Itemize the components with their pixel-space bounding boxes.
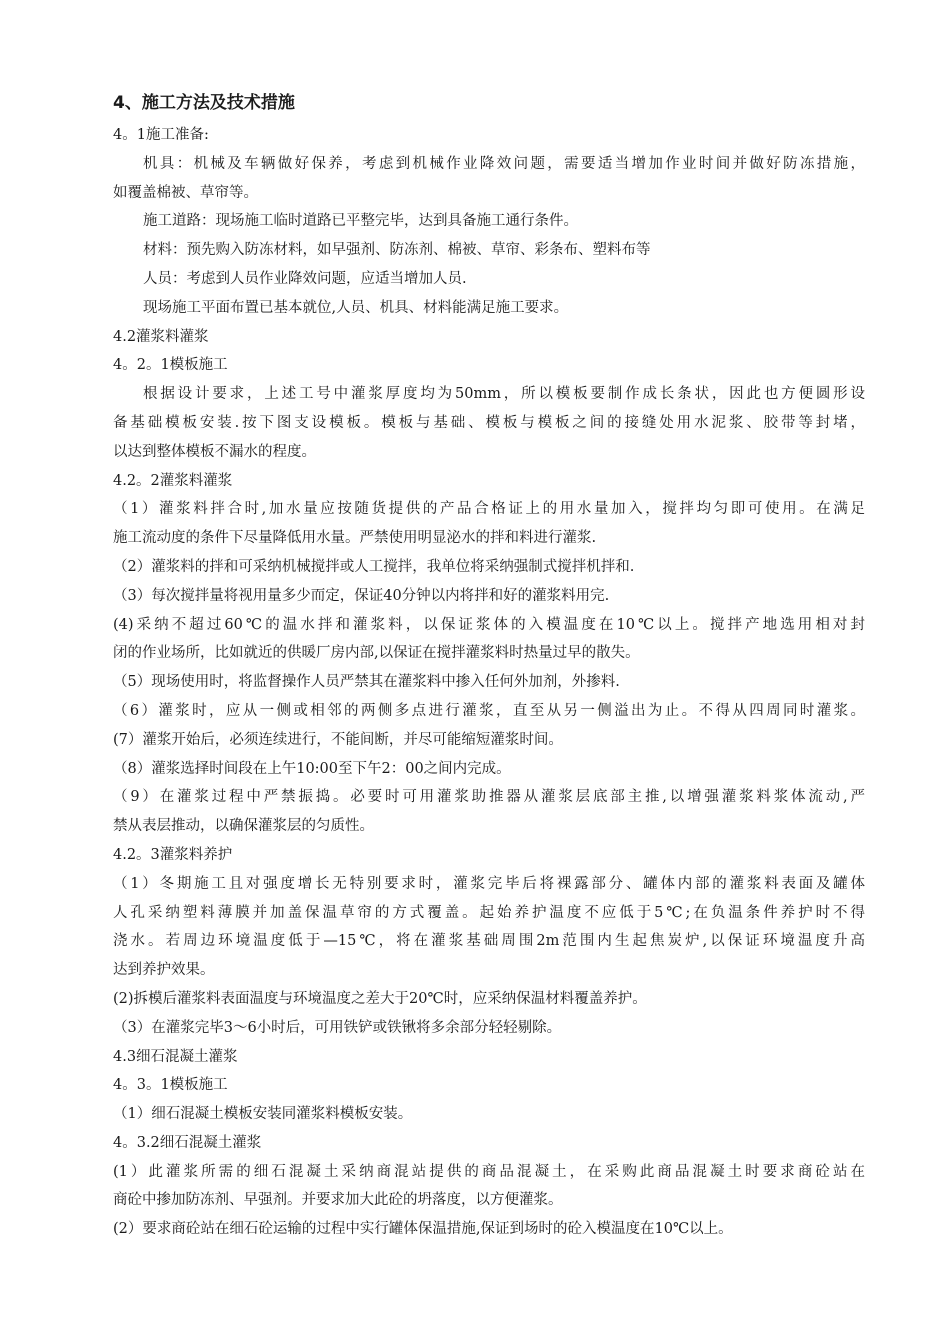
subsection-heading: 4.2灌浆料灌浆 [113, 328, 209, 345]
paragraph-line: 根据设计要求，上述工号中灌浆厚度均为50mm，所以模板要制作成长条状，因此也方便圆形设 [143, 386, 865, 403]
subsection-heading: 4。3。1模板施工 [113, 1077, 228, 1094]
list-item: 浇水。若周边环境温度低于—15℃，将在灌浆基础周围2m范围内生起焦炭炉,以保证环境温度升高 [113, 933, 865, 950]
list-item: (2)拆模后灌浆料表面温度与环境温度之差大于20℃时，应采纳保温材料覆盖养护。 [113, 990, 647, 1007]
list-item: 闭的作业场所，比如就近的供暖厂房内部,以保证在搅拌灌浆料时热量过早的散失。 [113, 645, 640, 662]
list-item: (4)采纳不超过60℃的温水拌和灌浆料，以保证浆体的入模温度在10℃以上。搅拌产地选用相对封 [113, 616, 865, 633]
list-item: （8）灌浆选择时间段在上午10:00至下午2：00之间内完成。 [113, 760, 511, 777]
list-item: 人孔采纳塑料薄膜并加盖保温草帘的方式覆盖。起始养护温度不应低于5℃;在负温条件养护时不得 [113, 904, 865, 921]
paragraph-line: 现场施工平面布置已基本就位,人员、机具、材料能满足施工要求。 [143, 299, 569, 316]
list-item: （5）现场使用时，将监督操作人员严禁其在灌浆料中掺入任何外加剂，外掺料. [113, 674, 620, 691]
list-item: （1）灌浆料拌合时,加水量应按随货提供的产品合格证上的用水量加入，搅拌均匀即可使用。在满足 [113, 501, 865, 518]
subsection-heading: 4。1施工准备: [113, 127, 209, 143]
list-item: (2）要求商砼站在细石砼运输的过程中实行罐体保温措施,保证到场时的砼入模温度在10℃以上。 [113, 1221, 733, 1238]
list-item: (7）灌浆开始后，必须连续进行，不能间断，并尽可能缩短灌浆时间。 [113, 731, 563, 748]
list-item: （2）灌浆料的拌和可采纳机械搅拌或人工搅拌，我单位将采纳强制式搅拌机拌和. [113, 558, 635, 575]
list-item: （1）细石混凝土模板安装同灌浆料模板安装。 [113, 1106, 413, 1123]
paragraph-line: 材料：预先购入防冻材料，如早强剂、防冻剂、棉被、草帘、彩条布、塑料布等 [143, 242, 651, 259]
paragraph-line: 以达到整体模板不漏水的程度。 [113, 443, 316, 460]
paragraph-line: 人员：考虑到人员作业降效问题，应适当增加人员. [143, 270, 467, 287]
list-item: （6）灌浆时，应从一侧或相邻的两侧多点进行灌浆，直至从另一侧溢出为止。不得从四周同时灌浆。 [113, 702, 865, 719]
section-title: 4、施工方法及技术措施 [113, 93, 295, 113]
list-item: （1）冬期施工且对强度增长无特别要求时，灌浆完毕后将裸露部分、罐体内部的灌浆料表面及罐体 [113, 875, 865, 892]
list-item: （9）在灌浆过程中严禁振捣。必要时可用灌浆助推器从灌浆层底部主推,以增强灌浆料浆体流动,严 [113, 789, 865, 806]
subsection-heading: 4.2。2灌浆料灌浆 [113, 472, 233, 489]
paragraph-line: 施工道路：现场施工临时道路已平整完毕，达到具备施工通行条件。 [143, 213, 578, 230]
subsection-heading: 4.3细石混凝土灌浆 [113, 1048, 238, 1065]
subsection-heading: 4.2。3灌浆料养护 [113, 846, 233, 863]
list-item: （3）每次搅拌量将视用量多少而定，保证40分钟以内将拌和好的灌浆料用完. [113, 587, 610, 604]
paragraph-line: 机具：机械及车辆做好保养，考虑到机械作业降效问题，需要适当增加作业时间并做好防冻措施， [143, 155, 865, 172]
document-body [113, 92, 865, 1244]
list-item: 施工流动度的条件下尽量降低用水量。严禁使用明显泌水的拌和料进行灌浆. [113, 530, 597, 547]
list-item: (1）此灌浆所需的细石混凝土采纳商混站提供的商品混凝土，在采购此商品混凝土时要求商砼站在 [113, 1163, 865, 1180]
list-item: 达到养护效果。 [113, 962, 215, 979]
subsection-heading: 4。2。1模板施工 [113, 357, 228, 374]
list-item: （3）在灌浆完毕3～6小时后，可用铁铲或铁锹将多余部分轻轻剔除。 [113, 1019, 562, 1036]
list-item: 商砼中掺加防冻剂、早强剂。并要求加大此砼的坍落度，以方便灌浆。 [113, 1192, 563, 1209]
subsection-heading: 4。3.2细石混凝土灌浆 [113, 1134, 262, 1151]
paragraph-line: 备基础模板安装.按下图支设模板。模板与基础、模板与模板之间的接缝处用水泥浆、胶带等封堵， [113, 414, 865, 431]
list-item: 禁从表层推动，以确保灌浆层的匀质性。 [113, 818, 374, 835]
paragraph-line: 如覆盖棉被、草帘等。 [113, 184, 258, 201]
